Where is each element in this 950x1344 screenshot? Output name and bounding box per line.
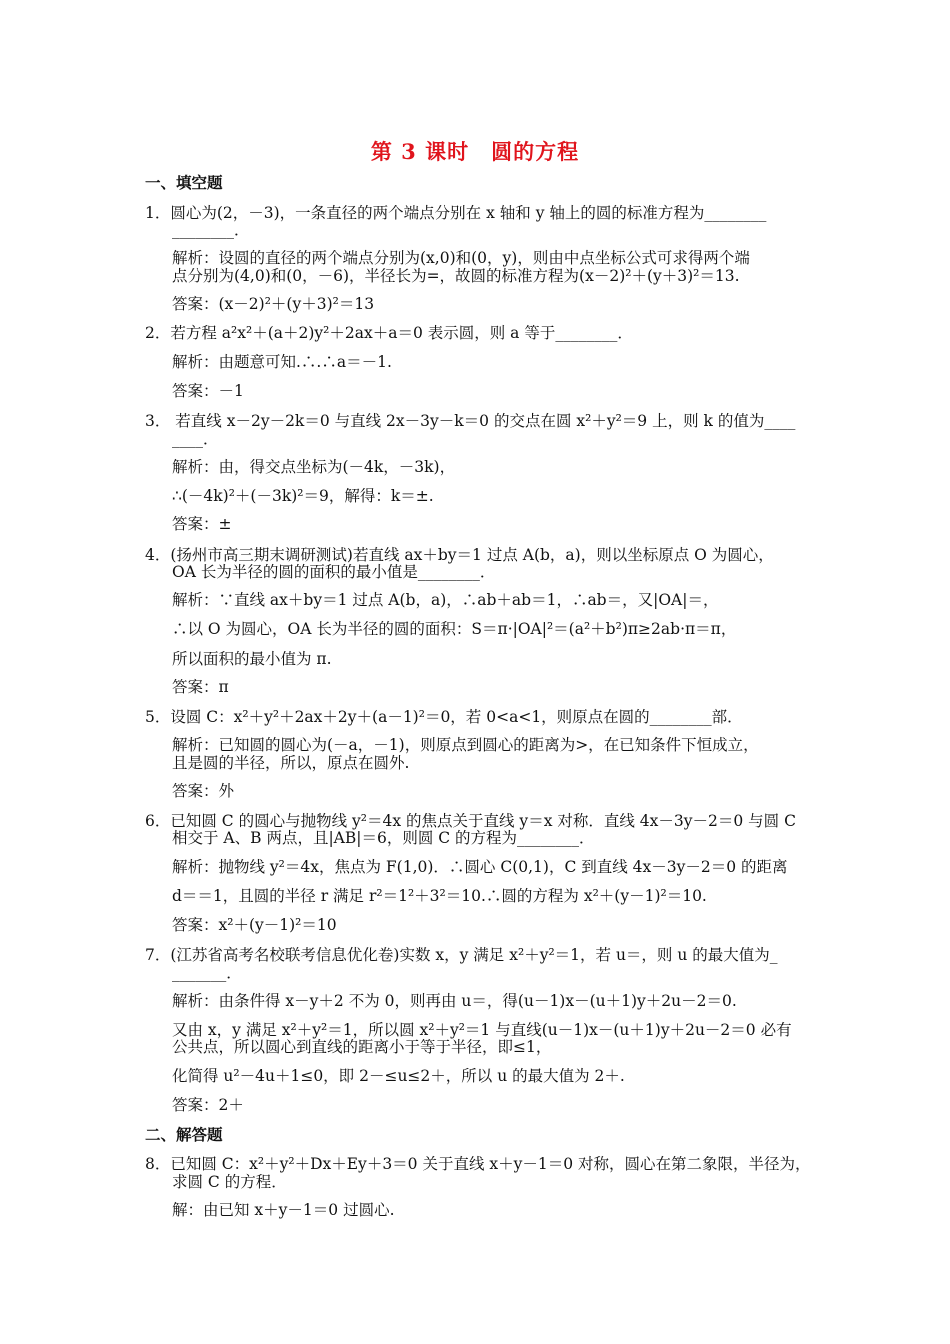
solution-7-line-2: 又由 x，y 满足 x²＋y²＝1，所以圆 x²＋y²＝1 与直线(u－1)x－(u＋1)y＋2u－2＝0 必有 bbox=[172, 1021, 792, 1039]
question-3-line-1: 3． 若直线 x－2y－2k＝0 与直线 2x－3y－k＝0 的交点在圆 x²＋y²＝9 上，则 k 的值为____ bbox=[145, 412, 796, 430]
question-8-line-2: 求圆 C 的方程． bbox=[172, 1173, 287, 1191]
question-2: 2．若方程 a²x²＋(a＋2)y²＋2ax＋a＝0 表示圆，则 a 等于________． bbox=[145, 324, 633, 342]
page-title: 第 3 课时 圆的方程 bbox=[370, 139, 580, 164]
question-3-line-2: ____． bbox=[172, 430, 219, 448]
question-6-line-1: 6．已知圆 C 的圆心与抛物线 y²＝4x 的焦点关于直线 y＝x 对称．直线 4x－3y－2＝0 与圆 C bbox=[145, 812, 796, 830]
solution-8-line-1: 解：由已知 x＋y－1＝0 过圆心. bbox=[172, 1201, 395, 1219]
solution-7-line-4: 化简得 u²－4u＋1≤0，即 2－≤u≤2＋，所以 u 的最大值为 2＋. bbox=[172, 1067, 625, 1085]
answer-7: 答案：2＋ bbox=[172, 1096, 244, 1114]
section-heading-solve: 二、解答题 bbox=[145, 1125, 223, 1144]
solution-3-line-1: 解析：由，得交点坐标为(－4k，－3k)， bbox=[172, 458, 456, 476]
solution-7-line-1: 解析：由条件得 x－y＋2 不为 0，则再由 u＝，得(u－1)x－(u＋1)y＋2u－2＝0. bbox=[172, 992, 737, 1010]
question-6-line-2: 相交于 A、B 两点，且|AB|＝6，则圆 C 的方程为________． bbox=[172, 829, 595, 847]
question-1-line-2: ________． bbox=[172, 221, 250, 239]
answer-1: 答案：(x－2)²＋(y＋3)²＝13 bbox=[172, 295, 375, 313]
solution-2: 解析：由题意可知.∴.∴a＝－1. bbox=[172, 353, 392, 371]
question-1-line-1: 1．圆心为(2，－3)，一条直径的两个端点分别在 x 轴和 y 轴上的圆的标准方程为________ bbox=[145, 204, 767, 222]
solution-4-line-1: 解析：∵直线 ax＋by＝1 过点 A(b，a)，∴ab＋ab＝1，∴ab＝，又|OA|＝， bbox=[172, 591, 719, 609]
question-7-line-1: 7．(江苏省高考名校联考信息优化卷)实数 x，y 满足 x²＋y²＝1，若 u＝，则 u 的最大值为_ bbox=[145, 946, 778, 964]
solution-6-line-2: d＝＝1，且圆的半径 r 满足 r²＝1²＋3²＝10.∴圆的方程为 x²＋(y－1)²＝10. bbox=[172, 887, 707, 905]
solution-1-line-2: 点分别为(4,0)和(0，－6)，半径长为=，故圆的标准方程为(x－2)²＋(y＋3)²＝13. bbox=[172, 267, 740, 285]
answer-5: 答案：外 bbox=[172, 782, 235, 800]
answer-6: 答案：x²＋(y－1)²＝10 bbox=[172, 916, 337, 934]
answer-3: 答案：± bbox=[172, 515, 232, 533]
solution-3-line-2: ∴(－4k)²＋(－3k)²＝9，解得：k＝±. bbox=[172, 487, 434, 505]
solution-7-line-3: 公共点，所以圆心到直线的距离小于等于半径，即≤1， bbox=[172, 1038, 552, 1056]
solution-1-line-1: 解析：设圆的直径的两个端点分别为(x,0)和(0，y)，则由中点坐标公式可求得两个端 bbox=[172, 249, 750, 267]
question-8-line-1: 8．已知圆 C：x²＋y²＋Dx＋Ey＋3＝0 关于直线 x＋y－1＝0 对称，圆心在第二象限，半径为， bbox=[145, 1155, 811, 1173]
solution-6-line-1: 解析：抛物线 y²＝4x，焦点为 F(1,0)．∴圆心 C(0,1)，C 到直线 4x－3y－2＝0 的距离 bbox=[172, 858, 788, 876]
question-4-line-2: OA 长为半径的圆的面积的最小值是________． bbox=[172, 563, 496, 581]
section-heading-fill-in: 一、填空题 bbox=[145, 173, 223, 192]
solution-4-line-2: ∴以 O 为圆心，OA 长为半径的圆的面积：S＝π·|OA|²＝(a²＋b²)π≥2ab·π＝π， bbox=[172, 620, 737, 638]
answer-2: 答案：－1 bbox=[172, 382, 244, 400]
solution-4-line-3: 所以面积的最小值为 π. bbox=[172, 650, 332, 668]
question-4-line-1: 4．(扬州市高三期末调研测试)若直线 ax＋by＝1 过点 A(b，a)，则以坐标原点 O 为圆心， bbox=[145, 546, 774, 564]
question-7-line-2: _______． bbox=[172, 964, 242, 982]
question-5: 5．设圆 C：x²＋y²＋2ax＋2y＋(a－1)²＝0，若 0<a<1，则原点在圆的________部． bbox=[145, 708, 743, 726]
answer-4: 答案：π bbox=[172, 678, 229, 696]
solution-5-line-2: 且是圆的半径，所以，原点在圆外. bbox=[172, 754, 410, 772]
solution-5-line-1: 解析：已知圆的圆心为(－a，－1)，则原点到圆心的距离为>，在已知条件下恒成立， bbox=[172, 736, 759, 754]
